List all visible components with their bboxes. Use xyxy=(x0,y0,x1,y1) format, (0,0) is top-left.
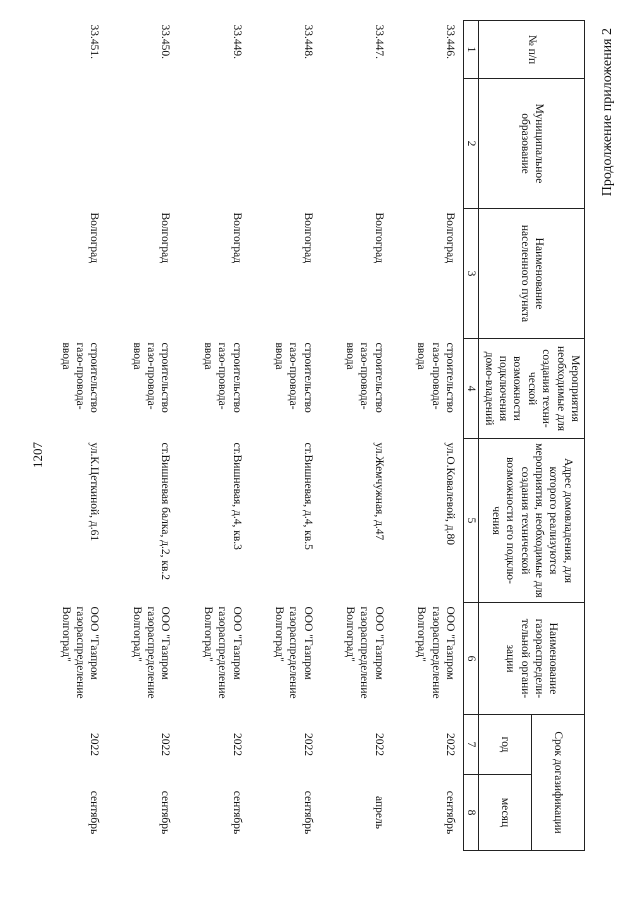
row-month: сентябрь xyxy=(230,790,243,835)
row-settlement: Волгоград xyxy=(159,212,172,264)
header-address: Адрес домовладения, для которого реализуются мероприятия, необходимые для создания технической возможности его подклю-чения xyxy=(479,439,585,603)
row-gdo: ООО "Газпром газораспределение Волгоград" xyxy=(344,606,385,699)
row-municipality xyxy=(250,79,321,209)
row-address: ст.Вишневая, д.4, кв.5 xyxy=(301,442,314,550)
header-gdo: Наименование газораспредели-тельной органи-зации xyxy=(479,603,585,715)
row-num: 33.449. xyxy=(230,24,243,59)
row-num: 33.446. xyxy=(444,24,456,59)
row-year: 2022 xyxy=(230,733,243,756)
table-row xyxy=(321,21,392,851)
row-measures: строительство газо-провода-ввода xyxy=(273,342,314,413)
row-month: сентябрь xyxy=(301,790,314,835)
row-month: сентябрь xyxy=(159,790,172,835)
table-row xyxy=(392,21,464,851)
gasification-table xyxy=(36,20,585,851)
row-year: 2022 xyxy=(88,733,101,756)
col-number: 6 xyxy=(464,603,479,715)
column-number-row xyxy=(464,21,479,851)
table-row xyxy=(179,21,250,851)
col-number: 2 xyxy=(464,79,479,209)
col-number: 7 xyxy=(464,715,479,775)
table-row xyxy=(250,21,321,851)
row-year: 2022 xyxy=(301,733,314,756)
row-measures: строительство газо-провода-ввода xyxy=(201,342,243,413)
row-measures: строительство газо-провода-ввода xyxy=(59,342,101,413)
row-year: 2022 xyxy=(372,733,385,756)
header-measures: Мероприятия необходимые для создания техни-ческой возможности подключения домо-владений xyxy=(479,339,585,439)
row-settlement: Волгоград xyxy=(88,212,101,264)
row-measures: строительство газо-провода-ввода xyxy=(415,342,456,413)
row-year: 2022 xyxy=(159,733,172,756)
col-number: 5 xyxy=(464,439,479,603)
row-address: ул.Жемчужная, д.47 xyxy=(372,442,385,541)
header-row xyxy=(532,21,585,851)
col-number: 3 xyxy=(464,209,479,339)
row-municipality xyxy=(107,79,178,209)
row-month: сентябрь xyxy=(88,790,101,835)
row-num: 33.447. xyxy=(372,24,385,59)
continuation-label: Продолжение приложения 2 xyxy=(600,28,615,197)
header-year: год xyxy=(479,715,532,775)
row-address: ст.Вишневая балка, д.2, кв.2 xyxy=(159,442,172,581)
row-gdo: ООО "Газпром газораспределение Волгоград" xyxy=(130,606,172,699)
row-municipality xyxy=(321,79,392,209)
row-num: 33.450. xyxy=(159,24,172,59)
row-gdo: ООО "Газпром газораспределение Волгоград" xyxy=(415,606,456,699)
row-address: ул.К.Цеткиной, д.61 xyxy=(88,442,101,542)
row-gdo: ООО "Газпром газораспределение Волгоград" xyxy=(201,606,243,699)
row-settlement: Волгоград xyxy=(230,212,243,264)
header-municipality: Муниципальное образование xyxy=(479,79,585,209)
row-num: 33.448. xyxy=(301,24,314,59)
row-address: ул.О.Ковалевой, д.80 xyxy=(444,442,456,545)
row-settlement: Волгоград xyxy=(301,212,314,264)
row-municipality xyxy=(392,79,464,209)
header-deadline: Срок догазификации xyxy=(532,715,585,851)
header-month: месяц xyxy=(479,775,532,851)
row-gdo: ООО "Газпром газораспределение Волгоград" xyxy=(59,606,101,699)
table-row xyxy=(36,21,107,851)
row-address: ст.Вишневая, д.4, кв.3 xyxy=(230,442,243,550)
col-number: 1 xyxy=(464,21,479,79)
row-num: 33.451. xyxy=(88,24,101,59)
row-municipality xyxy=(179,79,250,209)
row-settlement: Волгоград xyxy=(444,212,456,264)
row-gdo: ООО "Газпром газораспределение Волгоград" xyxy=(273,606,314,699)
row-settlement: Волгоград xyxy=(372,212,385,264)
page-number: 1207 xyxy=(30,442,45,468)
col-number: 4 xyxy=(464,339,479,439)
row-measures: строительство газо-провода-ввода xyxy=(130,342,172,413)
row-municipality xyxy=(36,79,107,209)
row-year: 2022 xyxy=(444,733,456,756)
table-row xyxy=(107,21,178,851)
header-settlement: Наименование населенного пункта xyxy=(479,209,585,339)
row-month: апрель xyxy=(372,796,385,829)
col-number: 8 xyxy=(464,775,479,851)
row-month: сентябрь xyxy=(444,790,456,835)
header-num: № п/п xyxy=(479,21,585,79)
row-measures: строительство газо-провода-ввода xyxy=(344,342,385,413)
table-body xyxy=(36,21,463,851)
